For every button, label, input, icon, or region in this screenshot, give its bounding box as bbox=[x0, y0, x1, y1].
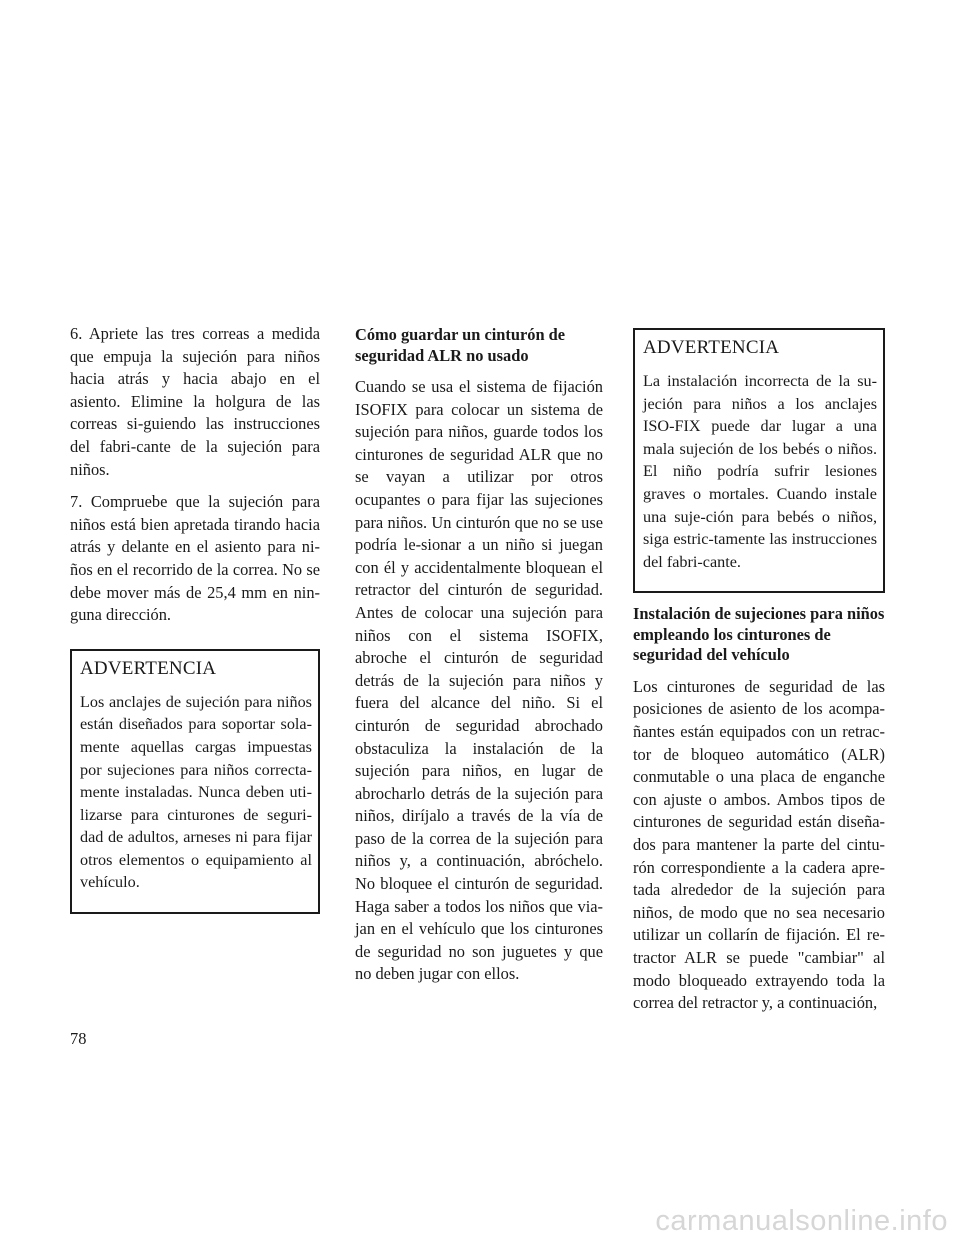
section-heading-alr-storage: Cómo guardar un cinturón de seguridad ALR no usado bbox=[355, 325, 566, 365]
step-6-paragraph: 6. Apriete las tres correas a medida que empuja la sujeción para niños hacia atrás y hacia abajo en el asiento. Elimine la holgura de las correas si-guiendo las instrucciones del fabri-cante de la sujeción para niños. bbox=[70, 324, 320, 479]
warning-text: La instalación incorrecta de la su-jeción para niños a los anclajes ISO-FIX puede dar lugar a una mala sujeción de los bebés o niños. El niño podría sufrir lesiones graves o mortales. Cuando instale una suje-ción para bebés o niños, siga estric-tamente las instrucciones del fabri-cante. bbox=[643, 372, 877, 571]
middle-column bbox=[355, 325, 603, 996]
left-column bbox=[70, 323, 320, 914]
page-number: 78 bbox=[70, 1029, 87, 1048]
section-heading-vehicle-belts: Instalación de sujeciones para niños empleando los cinturones de seguridad del vehículo bbox=[633, 604, 885, 665]
warning-text: Los anclajes de sujeción para niños están diseñados para soportar sola-mente aquellas cargas impuestas por sujeciones para niños correcta-mente instaladas. Nunca deben uti-lizarse para cinturones de seguri-dad de adultos, arneses ni para fijar otros elementos o equipamiento al vehículo. bbox=[80, 692, 312, 892]
step-7-paragraph: 7. Compruebe que la sujeción para niños está bien apretada tirando hacia atrás y delante en el asiento para ni-ños en el recorrido de la correa. No se debe mover más de 25,4 mm en nin-guna dirección. bbox=[70, 492, 320, 625]
vehicle-belts-paragraph: Los cinturones de seguridad de las posiciones de asiento de los acompa-ñantes están equipados con un retrac-tor de bloqueo automático (ALR) conmutable o una placa de enganche con ajuste o ambos. Ambos tipos de cinturones de seguridad están diseña-dos para mantener la parte del cintu-rón correspondiente a la cadera apre-tada alrededor de la sujeción para niños, de modo que no sea necesario utilizar un collarín de fijación. El re-tractor ALR se puede "cambiar" al modo bloqueado extrayendo toda la correa del retractor y, a continuación, bbox=[633, 676, 885, 1013]
warning-box-isofix bbox=[633, 328, 885, 593]
right-column bbox=[633, 328, 885, 1025]
warning-title: ADVERTENCIA bbox=[643, 337, 780, 358]
warning-title: ADVERTENCIA bbox=[80, 657, 217, 679]
watermark: carmanualsonline.info bbox=[655, 1205, 948, 1237]
warning-box-anchors bbox=[70, 649, 320, 914]
alr-storage-paragraph: Cuando se usa el sistema de fijación ISOFIX para colocar un sistema de sujeción para niños, guarde todos los cinturones de seguridad ALR que no se vayan a utilizar por otros ocupantes o para fijar las sujeciones para niños. Un cinturón que no se use podría le-sionar a un niño si juegan con él y accidentalmente bloquean el retractor del cinturón de seguridad. Antes de colocar una sujeción para niños con el sistema ISOFIX, abroche el cinturón de seguridad detrás de la sujeción para niños y fuera del alcance del niño. Si el cinturón de seguridad abrochado obstaculiza la instalación de la sujeción para niños, en lugar de abrocharlo detrás de la sujeción para niños, diríjalo a través de la vía de paso de la correa de la sujeción para niños y, a continuación, abróchelo. No bloquee el cinturón de seguridad. Haga saber a todos los niños que via-jan en el vehículo que los cinturones de seguridad no son juguetes y que no deben jugar con ellos. bbox=[355, 377, 603, 984]
